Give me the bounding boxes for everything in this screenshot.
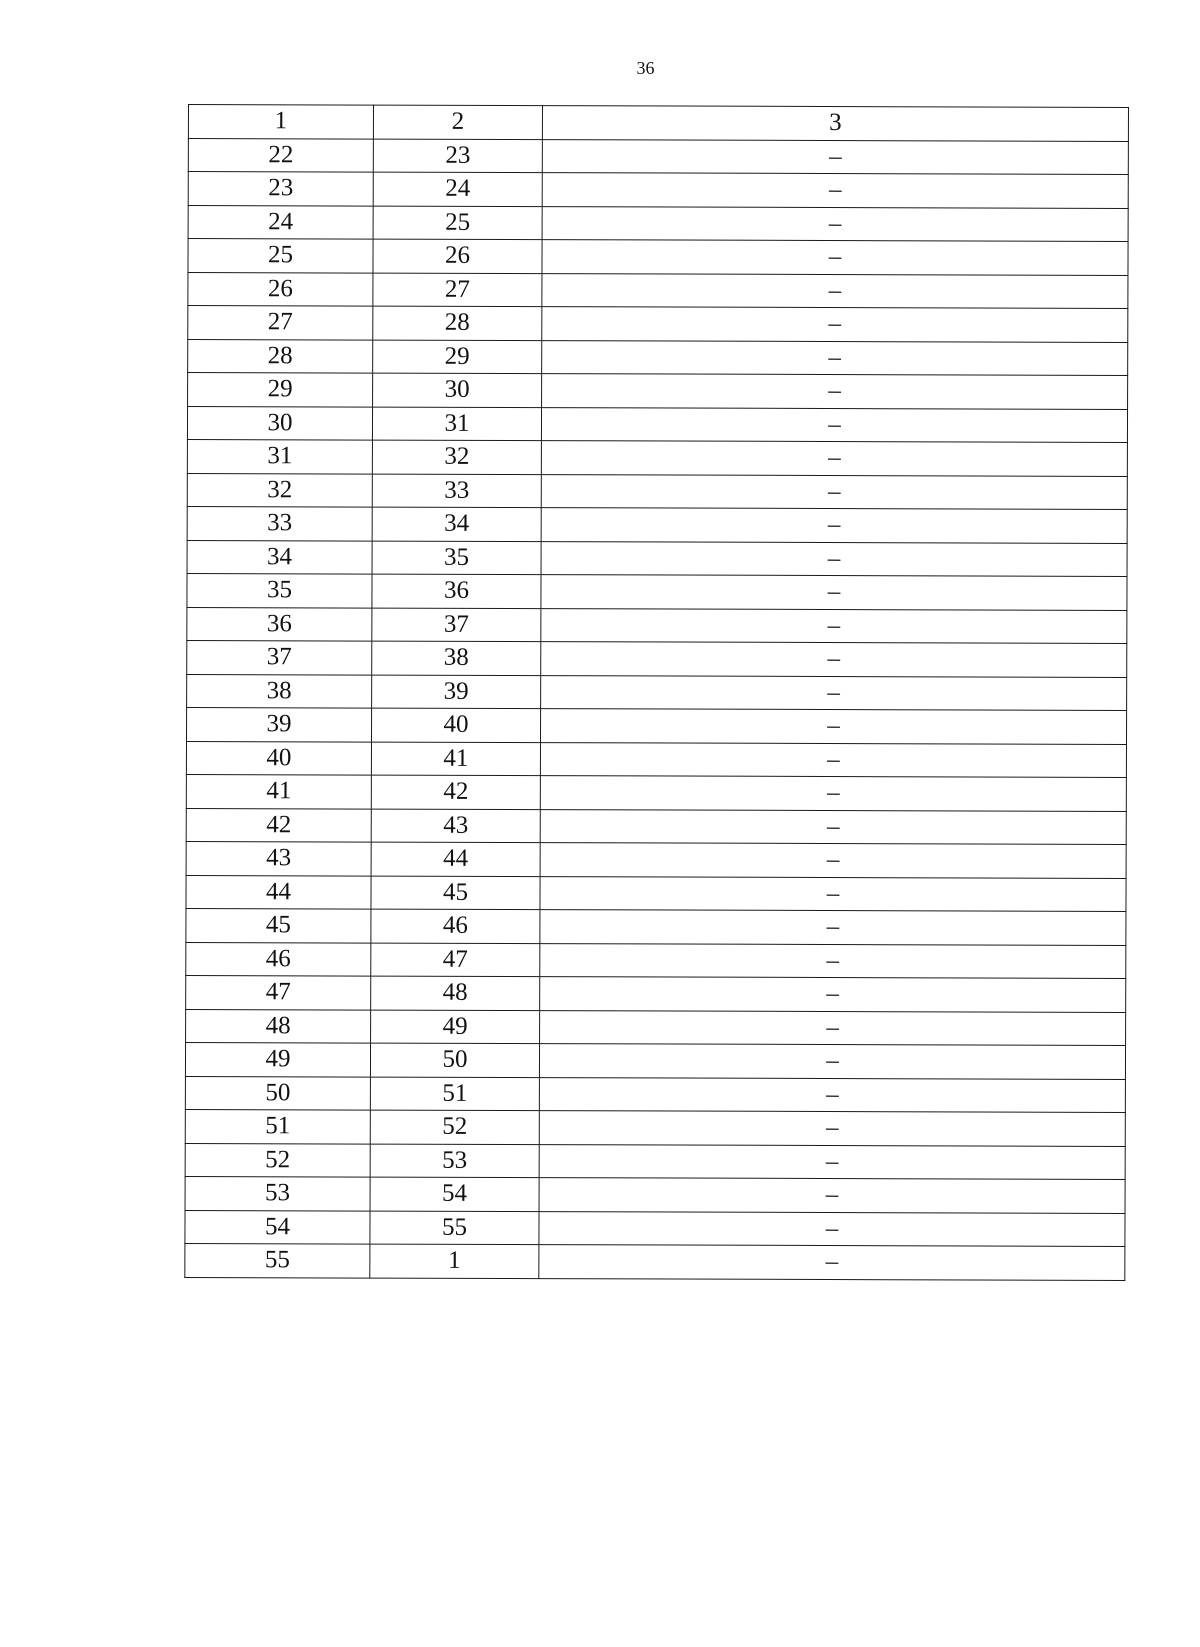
table-cell-col-3: – [539, 1178, 1125, 1213]
table-cell-col-1: 49 [185, 1042, 370, 1076]
table-cell-col-2: 52 [370, 1110, 539, 1144]
table-cell-col-2: 25 [373, 206, 542, 240]
table-cell-col-1: 54 [185, 1210, 370, 1244]
table-cell-col-3: – [541, 575, 1127, 610]
table-row [186, 808, 1126, 844]
table-cell-col-3: – [539, 1245, 1125, 1280]
table-row [185, 1176, 1125, 1212]
table-cell-col-3: – [540, 742, 1126, 777]
table-cell-col-3: – [539, 1044, 1125, 1079]
table-cell-col-3: – [541, 508, 1127, 543]
table-cell-col-3: – [540, 977, 1126, 1012]
table-cell-col-2: 39 [372, 675, 541, 709]
table-row [187, 506, 1127, 542]
table-cell-col-1: 42 [186, 808, 371, 842]
table-cell-col-1: 45 [186, 908, 371, 942]
table-row [186, 975, 1126, 1011]
table-cell-col-2: 31 [372, 407, 541, 441]
table-cell-col-2: 33 [372, 474, 541, 508]
table-row [188, 172, 1128, 208]
table-cell-col-2: 43 [371, 809, 540, 843]
table-cell-col-3: – [540, 809, 1126, 844]
table-cell-col-2: 28 [373, 306, 542, 340]
table-cell-col-1: 39 [186, 707, 371, 741]
table-cell-col-2: 27 [373, 273, 542, 307]
table-cell-col-1: 27 [188, 306, 373, 340]
table-row [185, 1042, 1125, 1078]
table-cell-col-2: 46 [371, 909, 540, 943]
table-cell-col-2: 45 [371, 876, 540, 910]
table-row [187, 640, 1127, 676]
table-cell-col-3: – [539, 1077, 1125, 1112]
table-body [185, 105, 1129, 1280]
table-cell-col-3: – [542, 307, 1128, 342]
table-cell-col-3: – [542, 240, 1128, 275]
table-row [185, 1143, 1125, 1179]
table-cell-col-1: 41 [186, 774, 371, 808]
table-row [187, 439, 1127, 475]
table-cell-col-3: – [541, 642, 1127, 677]
table-cell-col-1: 31 [187, 439, 372, 473]
table-cell-col-1: 36 [187, 607, 372, 641]
table-cell-col-1: 48 [186, 1009, 371, 1043]
table-cell-col-1: 47 [186, 975, 371, 1009]
table-cell-col-2: 32 [372, 440, 541, 474]
table-cell-col-2: 24 [373, 172, 542, 206]
table-cell-col-1: 32 [187, 473, 372, 507]
header-cell-col-1: 1 [188, 105, 373, 139]
table-row [186, 841, 1126, 877]
table-row [186, 707, 1126, 743]
table-cell-col-2: 37 [372, 608, 541, 642]
table-cell-col-2: 49 [371, 1010, 540, 1044]
table-cell-col-1: 33 [187, 506, 372, 540]
table-cell-col-2: 47 [371, 943, 540, 977]
table-cell-col-1: 44 [186, 875, 371, 909]
table-cell-col-2: 35 [372, 541, 541, 575]
table-cell-col-3: – [539, 1111, 1125, 1146]
table-cell-col-2: 29 [373, 340, 542, 374]
table-cell-col-3: – [541, 407, 1127, 442]
table-cell-col-3: – [540, 943, 1126, 978]
table-cell-col-3: – [540, 709, 1126, 744]
table-row [186, 908, 1126, 944]
table-row [188, 306, 1128, 342]
table-cell-col-1: 25 [188, 239, 373, 273]
table-cell-col-1: 30 [187, 406, 372, 440]
table-cell-col-1: 37 [187, 640, 372, 674]
table-cell-col-2: 40 [371, 708, 540, 742]
table-row [188, 138, 1128, 174]
table-cell-col-3: – [542, 374, 1128, 409]
table-row [188, 205, 1128, 241]
table-cell-col-2: 51 [370, 1077, 539, 1111]
table-cell-col-1: 50 [185, 1076, 370, 1110]
table-row [186, 774, 1126, 810]
table-row [185, 1243, 1125, 1279]
table-cell-col-2: 1 [370, 1244, 539, 1278]
table-cell-col-1: 51 [185, 1109, 370, 1143]
table-cell-col-1: 28 [188, 339, 373, 373]
page-number: 36 [636, 58, 655, 78]
table-cell-col-3: – [542, 273, 1128, 308]
table-cell-col-3: – [540, 876, 1126, 911]
table-cell-col-3: – [542, 340, 1128, 375]
table-cell-col-2: 34 [372, 507, 541, 541]
header-cell-col-2: 2 [373, 105, 542, 139]
table-cell-col-3: – [540, 843, 1126, 878]
table-row [186, 741, 1126, 777]
table-cell-col-1: 34 [187, 540, 372, 574]
table-cell-col-3: – [541, 675, 1127, 710]
table-cell-col-1: 24 [188, 205, 373, 239]
table-cell-col-1: 26 [188, 272, 373, 306]
table-cell-col-3: – [541, 608, 1127, 643]
table-row [186, 875, 1126, 911]
table-row [187, 674, 1127, 710]
table-header-row [188, 105, 1128, 141]
table-cell-col-2: 23 [373, 139, 542, 173]
table-cell-col-3: – [540, 910, 1126, 945]
table-row [187, 573, 1127, 609]
table-cell-col-2: 36 [372, 574, 541, 608]
table-cell-col-3: – [541, 474, 1127, 509]
table-cell-col-1: 43 [186, 841, 371, 875]
table-cell-col-3: – [539, 1211, 1125, 1246]
table-cell-col-1: 23 [188, 172, 373, 206]
table-cell-col-3: – [541, 541, 1127, 576]
table-cell-col-2: 44 [371, 842, 540, 876]
table-cell-col-2: 55 [370, 1211, 539, 1245]
table-cell-col-2: 54 [370, 1177, 539, 1211]
table-cell-col-2: 42 [371, 775, 540, 809]
table-cell-col-3: – [539, 1144, 1125, 1179]
table-row [185, 1210, 1125, 1246]
table-cell-col-2: 41 [371, 742, 540, 776]
table-cell-col-1: 55 [185, 1243, 370, 1277]
table-cell-col-2: 30 [373, 373, 542, 407]
table-cell-col-1: 38 [187, 674, 372, 708]
table-cell-col-1: 35 [187, 573, 372, 607]
table-cell-col-1: 40 [186, 741, 371, 775]
table-row [187, 406, 1127, 442]
table-row [187, 607, 1127, 643]
table-row [187, 473, 1127, 509]
header-cell-col-3: 3 [542, 106, 1128, 141]
table-row [186, 942, 1126, 978]
table-cell-col-3: – [542, 206, 1128, 241]
table-cell-col-2: 53 [370, 1144, 539, 1178]
table-cell-col-1: 29 [188, 373, 373, 407]
table-cell-col-1: 22 [188, 138, 373, 172]
table-cell-col-2: 48 [371, 976, 540, 1010]
table-row [188, 239, 1128, 275]
table-cell-col-3: – [540, 1010, 1126, 1045]
table-row [186, 1009, 1126, 1045]
table-row [187, 540, 1127, 576]
table-row [188, 373, 1128, 409]
table-cell-col-3: – [541, 441, 1127, 476]
table-row [188, 272, 1128, 308]
table-row [185, 1109, 1125, 1145]
table-cell-col-1: 53 [185, 1176, 370, 1210]
table-cell-col-1: 52 [185, 1143, 370, 1177]
table-cell-col-3: – [540, 776, 1126, 811]
table-cell-col-2: 38 [372, 641, 541, 675]
table-cell-col-3: – [542, 139, 1128, 174]
table-row [188, 339, 1128, 375]
table-cell-col-2: 26 [373, 239, 542, 273]
table-container [184, 104, 1128, 1280]
table-cell-col-2: 50 [370, 1043, 539, 1077]
table-row [185, 1076, 1125, 1112]
data-table [184, 104, 1129, 1280]
table-cell-col-3: – [542, 173, 1128, 208]
table-cell-col-1: 46 [186, 942, 371, 976]
